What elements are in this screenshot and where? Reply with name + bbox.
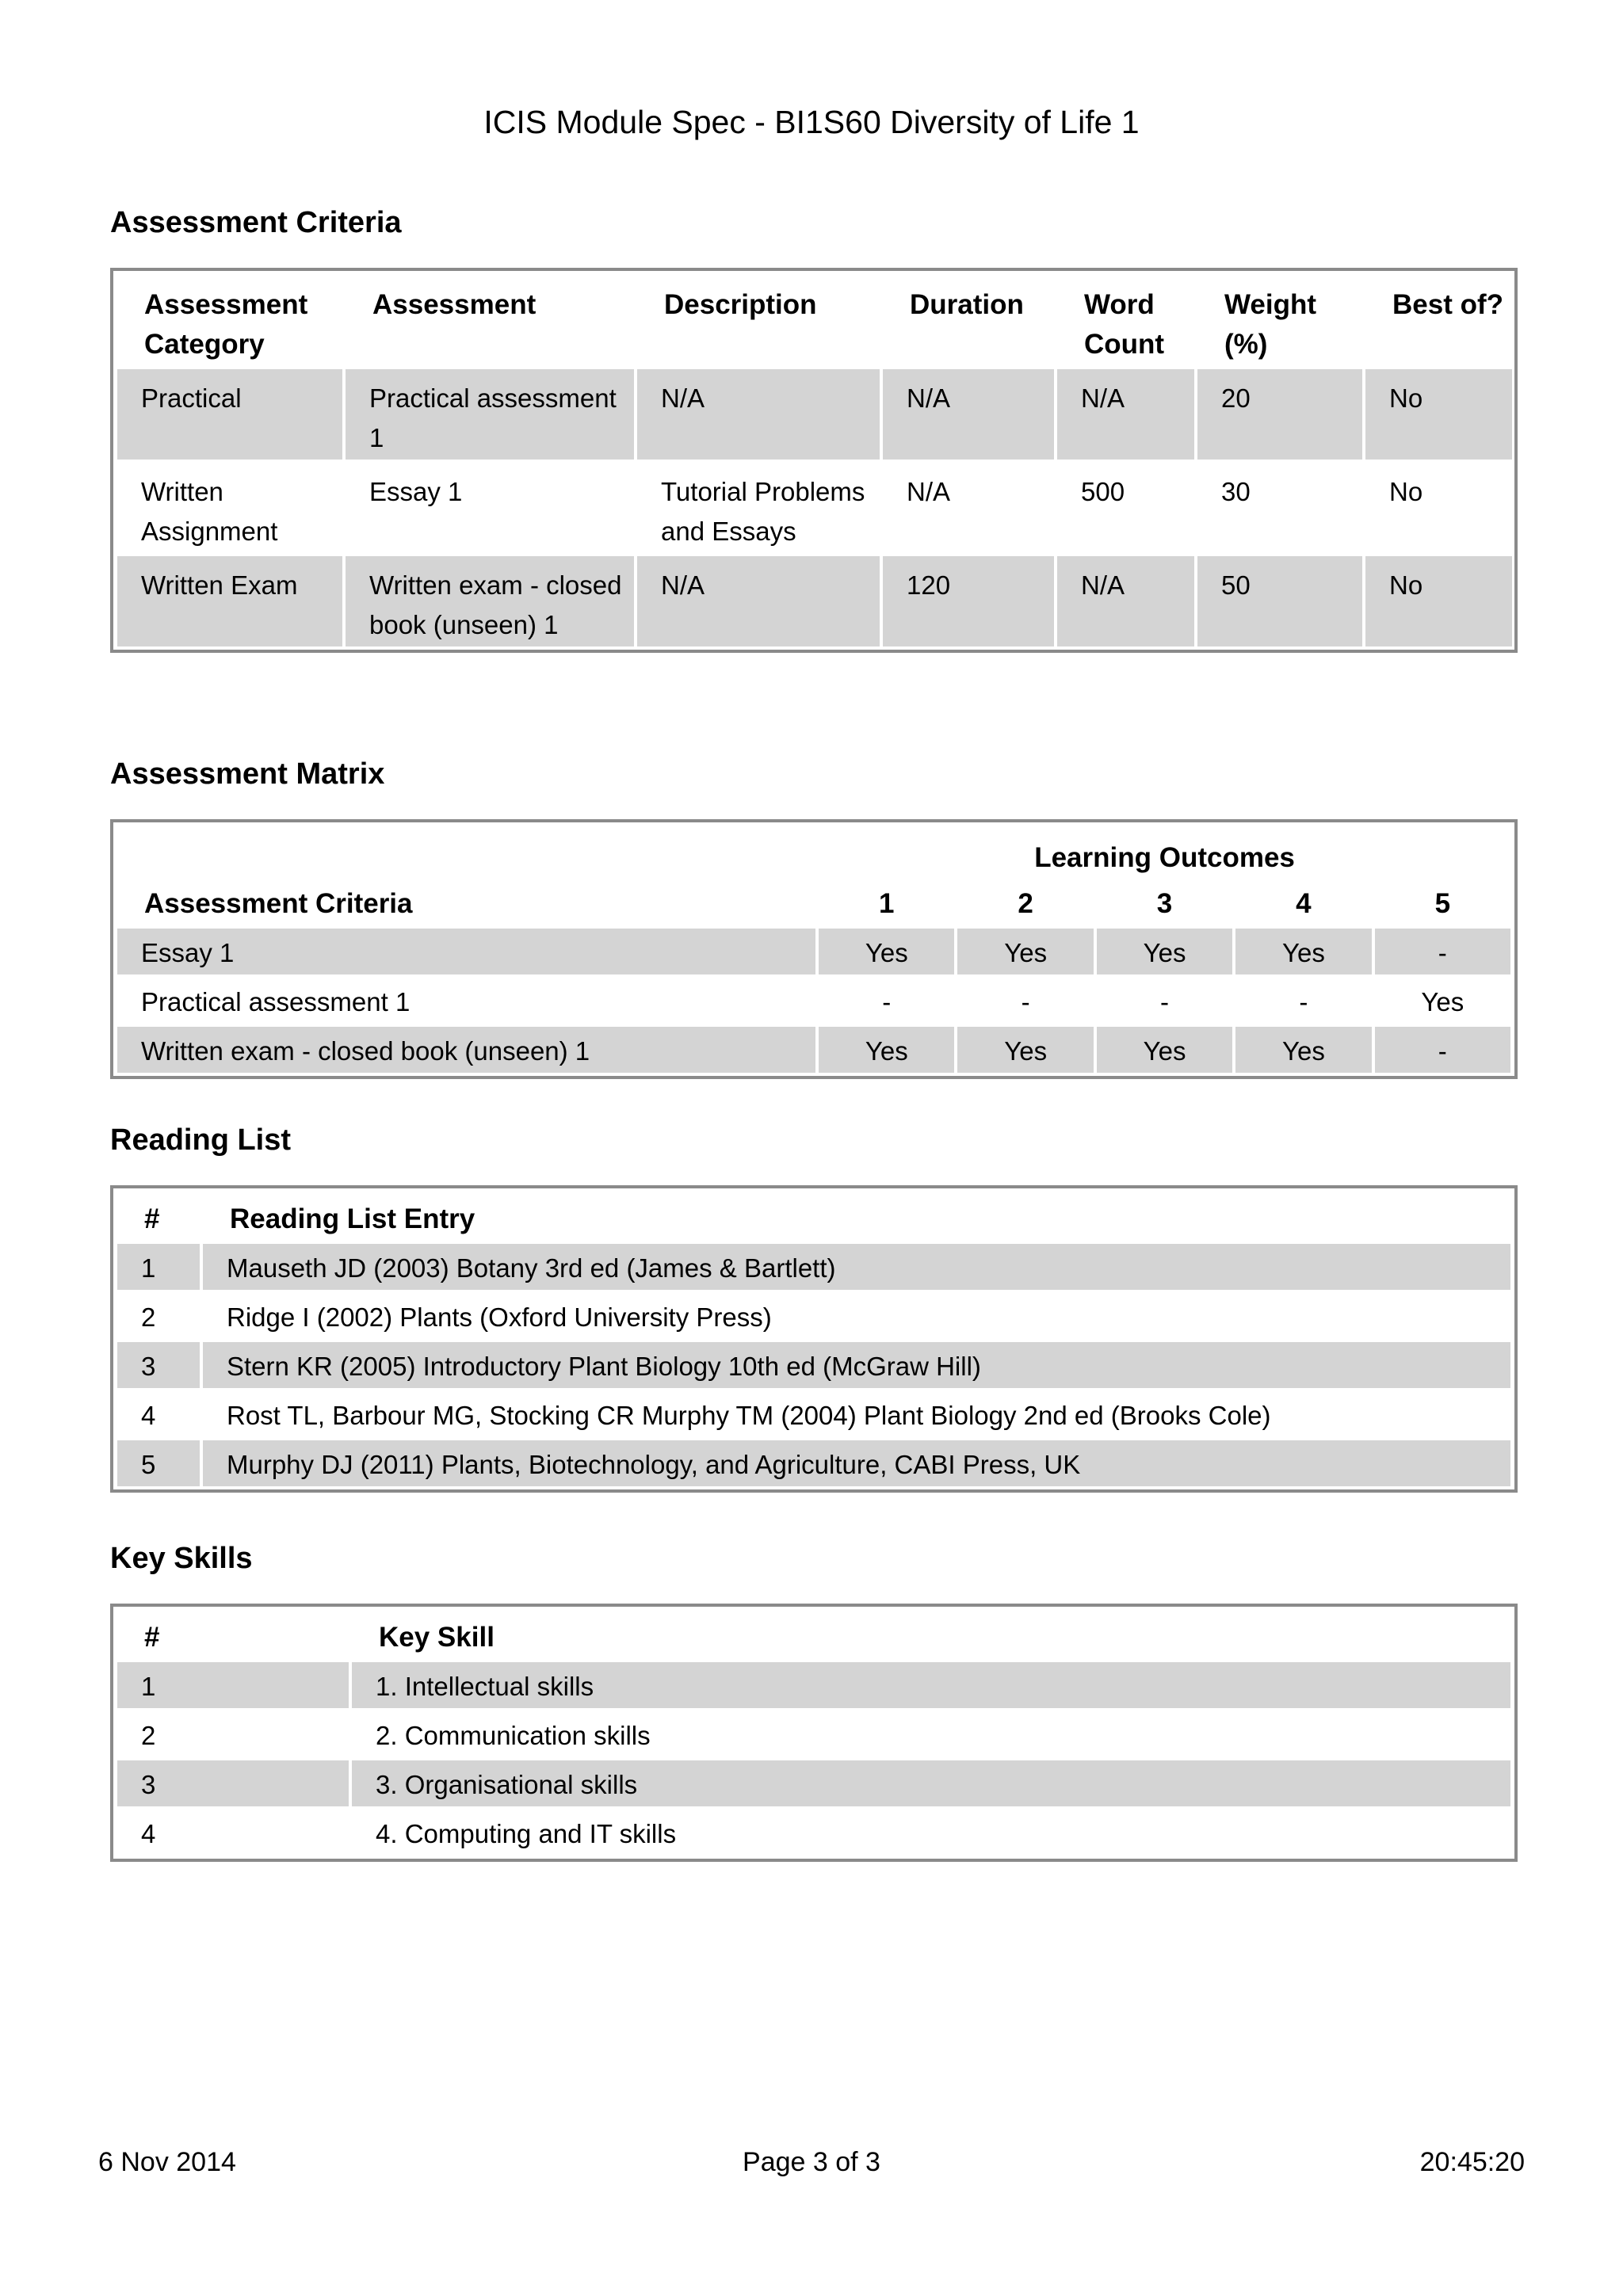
column-header: Word Count — [1084, 289, 1165, 360]
table-cell: 3 — [117, 1342, 200, 1388]
table-cell: 4 — [141, 1819, 156, 1848]
table-cell: N/A — [1057, 369, 1194, 460]
table-row — [117, 1662, 1510, 1708]
table-cell: 2 — [141, 1302, 156, 1332]
assessment-criteria-heading: Assessment Criteria — [110, 206, 402, 239]
table-cell: 2. Communication skills — [376, 1721, 651, 1750]
table-cell: No — [1389, 477, 1423, 506]
column-header: # — [144, 1203, 160, 1234]
table-cell: Written Assignment — [141, 477, 278, 546]
column-header: Assessment Category — [144, 289, 308, 360]
table-cell: Ridge I (2002) Plants (Oxford University Press) — [227, 1302, 772, 1332]
column-header: # — [144, 1622, 160, 1653]
table-cell: Written Exam — [117, 556, 342, 646]
assessment-matrix-header-row — [117, 883, 1510, 925]
key-skills-heading: Key Skills — [110, 1542, 253, 1575]
table-cell: 2 — [141, 1721, 156, 1750]
table-row — [117, 1711, 1510, 1757]
table-cell: No — [1365, 556, 1512, 646]
table-cell: Practical assessment 1 — [346, 369, 634, 460]
table-row — [117, 369, 1512, 460]
assessment-matrix-group-header-row — [117, 826, 1510, 879]
table-cell: N/A — [637, 369, 880, 460]
assessment-criteria-table-frame — [110, 268, 1518, 653]
column-header: Assessment — [372, 289, 537, 320]
page-title: ICIS Module Spec - BI1S60 Diversity of Life 1 — [483, 104, 1140, 140]
table-row — [117, 929, 1510, 974]
table-cell: 120 — [883, 556, 1054, 646]
key-skills-table — [114, 1607, 1514, 1859]
table-cell: - — [1160, 987, 1170, 1016]
table-cell: 30 — [1221, 477, 1251, 506]
table-cell: Yes — [1235, 1027, 1371, 1073]
table-cell: Murphy DJ (2011) Plants, Biotechnology, and Agriculture, CABI Press, UK — [203, 1440, 1510, 1486]
table-cell: - — [1375, 929, 1510, 974]
table-cell: 50 — [1197, 556, 1362, 646]
table-cell: Practical — [117, 369, 342, 460]
table-row — [117, 556, 1512, 646]
column-header: 1 — [879, 888, 895, 919]
table-cell: Written exam - closed book (unseen) 1 — [346, 556, 634, 646]
column-header: Best of? — [1392, 289, 1503, 320]
table-row — [117, 1810, 1510, 1855]
table-cell: N/A — [1057, 556, 1194, 646]
table-cell: Yes — [1097, 929, 1232, 974]
table-cell: 500 — [1081, 477, 1125, 506]
table-cell: Yes — [1097, 1027, 1232, 1073]
table-cell: - — [1021, 987, 1030, 1016]
table-cell: Yes — [819, 929, 954, 974]
table-cell: 1 — [117, 1662, 349, 1708]
table-cell: Essay 1 — [369, 477, 463, 506]
table-cell: Rost TL, Barbour MG, Stocking CR Murphy TM (2004) Plant Biology 2nd ed (Brooks Cole) — [227, 1401, 1271, 1430]
table-cell: Yes — [957, 929, 1093, 974]
table-cell: N/A — [883, 369, 1054, 460]
table-cell: 4. Computing and IT skills — [376, 1819, 677, 1848]
column-header: 3 — [1156, 888, 1173, 919]
column-header: Assessment Criteria — [144, 888, 413, 919]
empty-header-cell — [117, 826, 815, 879]
table-cell: Yes — [957, 1027, 1093, 1073]
learning-outcomes-header: Learning Outcomes — [1034, 842, 1295, 873]
table-cell: 1. Intellectual skills — [352, 1662, 1510, 1708]
column-header: Description — [664, 289, 817, 320]
table-cell: 20 — [1197, 369, 1362, 460]
table-row — [117, 978, 1510, 1024]
table-row — [117, 1244, 1510, 1290]
column-header: Duration — [910, 289, 1024, 320]
table-cell: N/A — [637, 556, 880, 646]
reading-list-header-row — [117, 1192, 1510, 1241]
table-row — [117, 1342, 1510, 1388]
key-skills-header-row — [117, 1610, 1510, 1659]
table-cell: Mauseth JD (2003) Botany 3rd ed (James & Bartlett) — [203, 1244, 1510, 1290]
assessment-criteria-table — [114, 271, 1515, 650]
table-cell: 1 — [117, 1244, 200, 1290]
reading-list-table-frame — [110, 1185, 1518, 1493]
table-row — [117, 1440, 1510, 1486]
table-cell: Essay 1 — [117, 929, 815, 974]
table-cell: N/A — [907, 477, 951, 506]
table-cell: Yes — [819, 1027, 954, 1073]
footer-date: 6 Nov 2014 — [98, 2147, 236, 2177]
column-header: 4 — [1296, 888, 1312, 919]
reading-list-table — [114, 1188, 1514, 1489]
reading-list-heading: Reading List — [110, 1123, 292, 1157]
assessment-criteria-header-row — [117, 274, 1512, 366]
table-cell: Yes — [1421, 987, 1465, 1016]
table-cell: 3 — [117, 1760, 349, 1806]
table-row — [117, 1027, 1510, 1073]
table-cell: 4 — [141, 1401, 156, 1430]
table-cell: 5 — [117, 1440, 200, 1486]
column-header: Key Skill — [379, 1622, 495, 1653]
table-cell: - — [1375, 1027, 1510, 1073]
footer-page-number: Page 3 of 3 — [743, 2147, 880, 2177]
table-cell: Written exam - closed book (unseen) 1 — [117, 1027, 815, 1073]
footer-time: 20:45:20 — [1419, 2147, 1525, 2177]
table-row — [117, 463, 1512, 553]
table-cell: - — [882, 987, 892, 1016]
column-header: Weight (%) — [1224, 289, 1317, 360]
assessment-matrix-heading: Assessment Matrix — [110, 757, 385, 791]
assessment-matrix-table-frame — [110, 819, 1518, 1079]
table-cell: No — [1365, 369, 1512, 460]
column-header: Reading List Entry — [230, 1203, 475, 1234]
table-cell: 3. Organisational skills — [352, 1760, 1510, 1806]
table-row — [117, 1760, 1510, 1806]
table-cell: Tutorial Problems and Essays — [661, 477, 865, 546]
assessment-matrix-table — [114, 822, 1514, 1076]
table-row — [117, 1391, 1510, 1437]
table-cell: - — [1299, 987, 1308, 1016]
table-cell: Practical assessment 1 — [141, 987, 411, 1016]
table-row — [117, 1293, 1510, 1339]
table-cell: Stern KR (2005) Introductory Plant Biology 10th ed (McGraw Hill) — [203, 1342, 1510, 1388]
table-cell: Yes — [1235, 929, 1371, 974]
key-skills-table-frame — [110, 1604, 1518, 1862]
column-header: 5 — [1434, 888, 1451, 919]
column-header: 2 — [1018, 888, 1033, 919]
